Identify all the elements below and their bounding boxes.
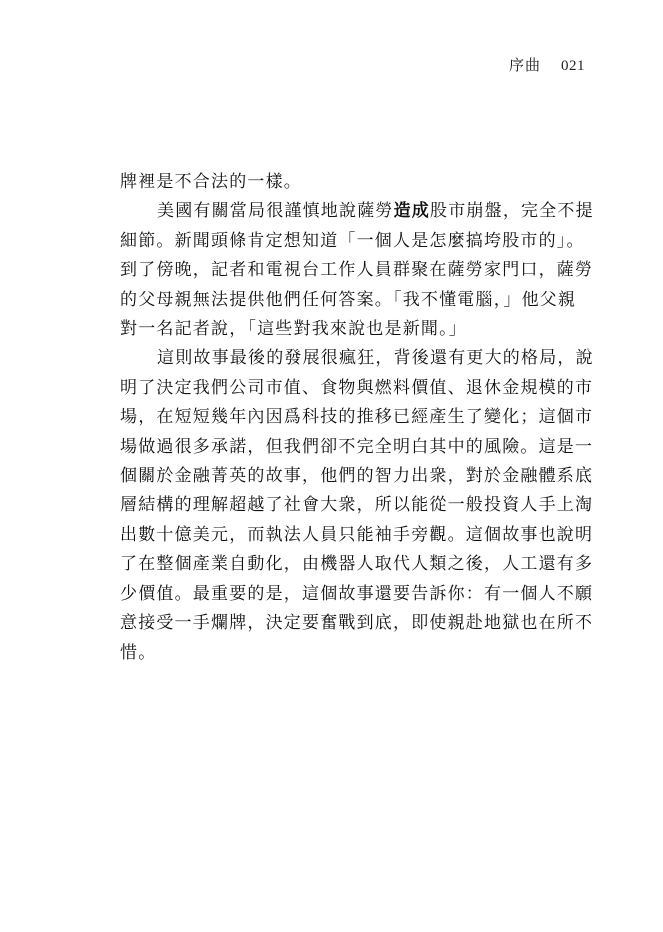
text-line	[120, 197, 594, 226]
text-line: 場，在短短幾年內因爲科技的推移已經產生了變化；這個市	[120, 407, 594, 428]
text-line: 個關於金融菁英的故事，他們的智力出衆，對於金融體系底	[120, 466, 594, 487]
text-line: 明了決定我們公司市值、食物與燃料價值、退休金規模的市	[120, 377, 594, 398]
text-segment: 美國有關當局很謹慎地說薩勞	[157, 201, 394, 222]
text-line: 出數十億美元，而執法人員只能袖手旁觀。這個故事也說明	[120, 524, 594, 545]
text-segment: 股市崩盤，完全不提	[430, 201, 594, 222]
emphasis-text: 造成	[393, 201, 431, 222]
text-line: 少價值。最重要的是，這個故事還要告訴你：有一個人不願	[120, 583, 594, 604]
text-line: 層結構的理解超越了社會大衆，所以能從一般投資人手上淘	[120, 495, 594, 516]
text-line: 意接受一手爛牌，決定要奮戰到底，即使親赴地獄也在所不	[120, 613, 594, 634]
text-line: 細節。新聞頭條肯定想知道「一個人是怎麼搞垮股市的」。	[120, 230, 585, 251]
text-line: 這則故事最後的發展很瘋狂，背後還有更大的格局，說	[157, 348, 594, 369]
text-line: 了在整個產業自動化，由機器人取代人類之後，人工還有多	[120, 554, 594, 575]
text-line: 牌裡是不合法的一樣。	[120, 172, 302, 192]
text-line: 惜。	[120, 642, 157, 663]
text-line: 的父母親無法提供他們任何答案。「我不懂電腦，」他父親	[120, 289, 577, 310]
body-text	[120, 168, 594, 668]
paragraph	[120, 344, 594, 667]
page-number: 021	[561, 58, 585, 74]
text-line: 到了傍晚，記者和電視台工作人員群聚在薩勞家門口，薩勞	[120, 260, 594, 281]
paragraph	[120, 197, 594, 344]
running-header	[509, 56, 585, 75]
paragraph	[120, 168, 576, 197]
text-line: 對一名記者說，「這些對我來說也是新聞。」	[120, 319, 467, 340]
chapter-title: 序曲	[508, 56, 541, 74]
text-line: 場做過很多承諾，但我們卻不完全明白其中的風險。這是一	[120, 436, 594, 457]
